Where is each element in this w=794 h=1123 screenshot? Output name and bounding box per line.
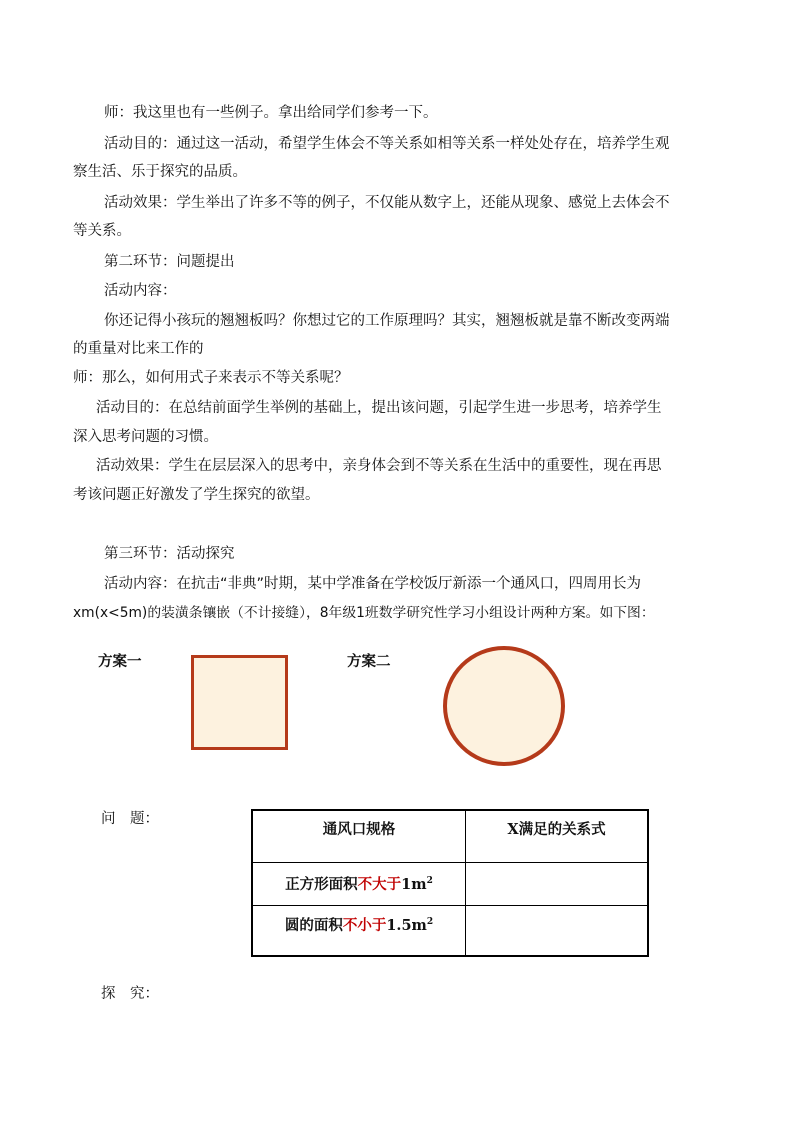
para-teacher-examples: 师：我这里也有一些例子。拿出给同学们参考一下。 [104, 105, 438, 121]
para-seesaw-line2: 的重量对比来工作的 [73, 341, 204, 357]
para-seesaw-line1: 你还记得小孩玩的翘翘板吗？你想过它的工作原理吗？其实，翘翘板就是靠不断改变两端 [104, 313, 670, 329]
table-answer-circle[interactable] [466, 905, 649, 956]
table-header-relation: X满足的关系式 [466, 810, 649, 862]
plan-2-label: 方案二 [347, 653, 391, 670]
question-label: 问 题： [101, 811, 159, 827]
circle-vent-shape [443, 646, 565, 766]
table-header-spec: 通风口规格 [252, 810, 466, 862]
table-row-circle: 圆的面积不小于$1.5m^2$ [252, 905, 466, 956]
section-3-title: 第三环节：活动探究 [104, 546, 235, 562]
explore-label: 探 究： [101, 986, 159, 1002]
table-row-square: 正方形面积不大于$1m^2$ [252, 862, 466, 905]
activity-content-label: 活动内容： [104, 283, 177, 299]
para-teacher-question: 师：那么，如何用式子来表示不等关系呢？ [73, 370, 349, 386]
para-purpose-1-line1: 活动目的：通过这一活动，希望学生体会不等关系如相等关系一样处处存在，培养学生观 [104, 136, 670, 152]
para-vent-line1: 活动内容：在抗击“非典”时期，某中学准备在学校饭厅新添一个通风口，四周用长为 [104, 576, 642, 592]
para-effect-2-line2: 考该问题正好激发了学生探究的欲望。 [73, 487, 320, 503]
vent-table [251, 809, 649, 957]
table-answer-square[interactable] [466, 862, 649, 905]
plan-1-label: 方案一 [98, 653, 142, 670]
para-effect-1-line2: 等关系。 [73, 223, 131, 239]
para-purpose-1-line2: 察生活、乐于探究的品质。 [73, 164, 247, 180]
para-purpose-2-line2: 深入思考问题的习惯。 [73, 429, 218, 445]
para-effect-2-line1: 活动效果：学生在层层深入的思考中，亲身体会到不等关系在生活中的重要性，现在再思 [96, 458, 662, 474]
section-2-title: 第二环节：问题提出 [104, 254, 235, 270]
square-vent-shape [191, 655, 288, 750]
para-vent-line2: xm(x<5m)的装潢条镶嵌（不计接缝），8年级1班数学研究性学习小组设计两种方案。如下图： [73, 605, 655, 621]
para-effect-1-line1: 活动效果：学生举出了许多不等的例子，不仅能从数字上，还能从现象、感觉上去体会不 [104, 195, 670, 211]
para-purpose-2-line1: 活动目的：在总结前面学生举例的基础上，提出该问题，引起学生进一步思考，培养学生 [96, 400, 662, 416]
